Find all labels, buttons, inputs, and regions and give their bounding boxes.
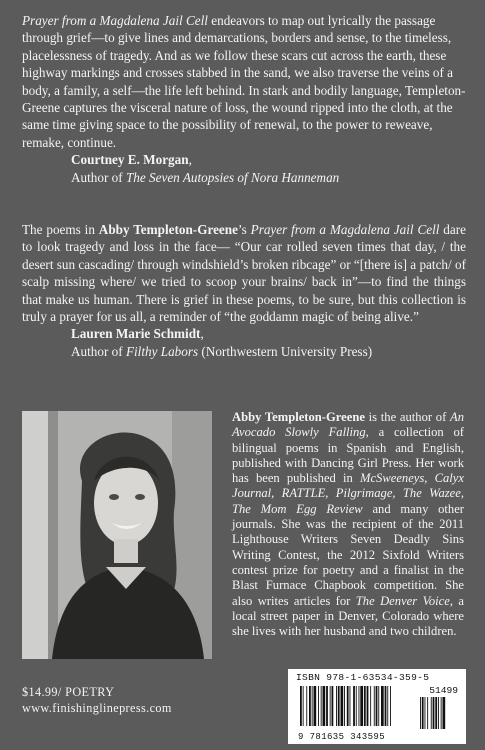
author-photo [22,411,212,659]
review-text [22,12,466,151]
addon-bar [438,697,439,729]
barcode-bar [385,686,387,726]
addon-bar [433,697,435,729]
barcode-bar [360,686,363,726]
text-run: The poems in [22,222,99,237]
text-run: ’s [237,222,251,237]
barcode-bar [390,686,391,726]
review-attribution-name: Lauren Marie Schmidt, [71,326,204,342]
review-text [22,221,466,325]
publisher-website: www.finishinglinepress.com [22,701,172,715]
barcode-bar [318,686,319,726]
review-attribution-name: Courtney E. Morgan, [71,152,192,168]
text-run: Abby Templeton-Greene [98,222,238,237]
text-run: Prayer from a Magdalena Jail Cell [22,13,208,28]
barcode-bar [314,686,317,726]
review-blurb-morgan [22,12,466,186]
barcode-bar [359,686,360,726]
barcode-bar [332,686,334,726]
barcode-bar [378,686,379,726]
price-and-website [22,684,172,716]
review-attribution-book: Author of Filthy Labors (Northwestern University Press) [71,343,373,359]
text-run: dare to look tragedy and loss in the face— “Our car rolled seven times that day, / the desert sun cascading/ through windshield’s broken ribcage” or “[there is] a patch/ of scalp missing where/ we tried to scoop your brains/ back in”—to find the things that make us human. There is grief in these poems, to be sure, but this collection is truly a prayer for us all, a reminder of “the goddamn magic of being alive.” [22,222,466,325]
barcode-bar [336,686,337,726]
barcode-bar [321,686,322,726]
barcode-bar [341,686,344,726]
addon-bar [431,697,432,729]
barcode-bar [300,686,302,726]
barcode-bar [344,686,345,726]
addon-bar [420,697,421,729]
isbn-barcode [288,669,466,744]
author-portrait-illustration [22,411,212,659]
text-run: Abby Templeton-Greene [232,410,365,424]
barcode-bar [326,686,328,726]
barcode-bar [303,686,304,726]
price-code-label: 51499 [429,685,458,696]
barcode-bar [356,686,357,726]
barcode-bar [347,686,349,726]
addon-bar [443,697,446,729]
barcode-bar [374,686,375,726]
text-run: , a local street paper in Denver, Colorado where she lives with her husband and two children. [232,593,464,639]
text-run: , a collection of bilingual poems in Spanish and English, published with Dancing Girl Press. Her work has been published in [232,425,464,486]
addon-bar [441,697,442,729]
barcode-bar [330,686,331,726]
text-run: Prayer from a Magdalena Jail Cell [250,222,440,237]
text-run: endeavors to map out lyrically the passage through grief—to give lines and demarcations, borders and sense, to the timeless, placelessness of tragedy. And as we follow these scars cut across the earth, these highway markings and crosses stabbed in the sand, we also traverse the veins of a body, a family, a self—the life left behind. In stark and bodily language, Templeton-Greene captures the visceral nature of loss, the wound ripped into the cloth, at the same time giving space to the possibility of renewal, to the power to reweave, remake, continue. [22,13,466,150]
barcode-bar [387,686,388,726]
author-bio-text [232,410,464,638]
barcode-bar [312,686,313,726]
text-run: McSweeneys, Calyx Journal, RATTLE, Pilgrimage, The Wazee, The Mom Egg Review [232,471,464,516]
barcode-bar [350,686,351,726]
addon-bar [427,697,428,729]
barcode-bar [381,686,384,726]
barcode-bar [323,686,326,726]
barcode-bar [306,686,307,726]
addon-bar [435,697,437,729]
barcode-bar [338,686,340,726]
isbn-label: ISBN 978-1-63534-359-5 [296,672,430,683]
barcode-bar [353,686,355,726]
text-run: An Avocado Slowly Falling [232,410,464,440]
review-blurb-schmidt [22,221,466,360]
price-category: $14.99/ POETRY [22,685,115,699]
barcode-bar [376,686,378,726]
barcode-bar [309,686,311,726]
text-run: and many other journals. She was the recipient of the 2011 Lighthouse Writers Seven Deadly Sins Writing Contest, the 2012 Sixfold Writers contest prize for poetry and a finalist in the Blast Furnace Chapbook competition. She also writes articles for [232,501,464,608]
addon-bar [425,697,426,729]
addon-bar [422,697,424,729]
barcode-digits: 9 781635 343595 [298,732,386,742]
text-run: The Denver Voice [355,593,450,608]
review-attribution-book: Author of The Seven Autopsies of Nora Hanneman [71,169,340,185]
text-run: is the author of [364,410,450,424]
barcode-bar [364,686,366,726]
author-bio [232,410,464,639]
barcode-bar [367,686,369,726]
barcode-bar [370,686,371,726]
